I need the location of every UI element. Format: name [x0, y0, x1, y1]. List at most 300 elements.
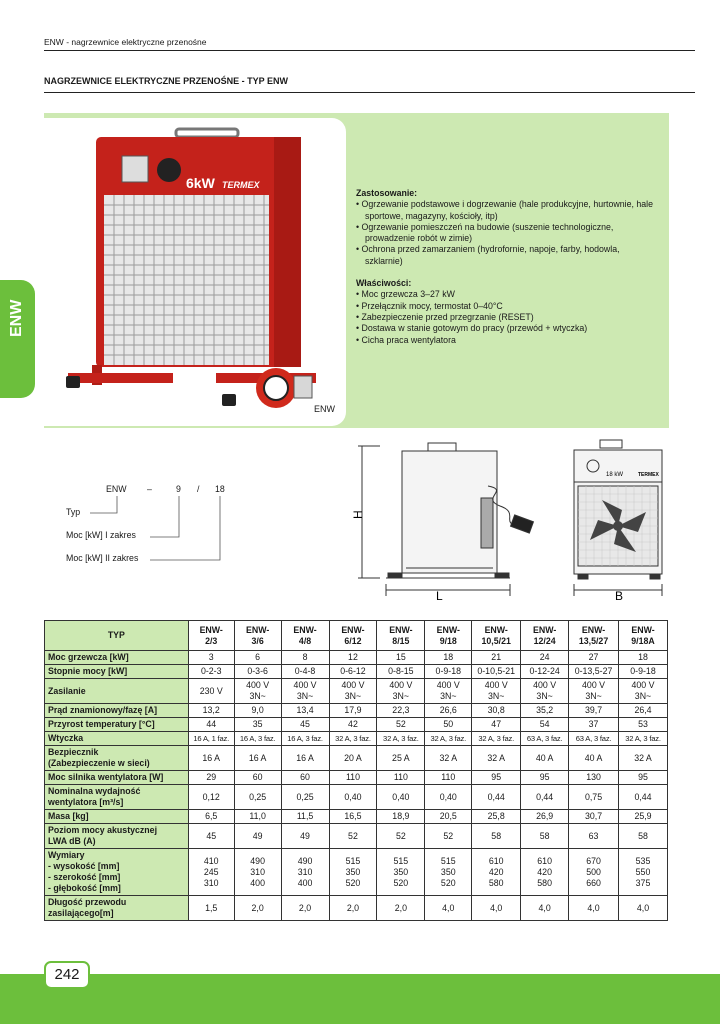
cell-line: 130 — [586, 772, 601, 782]
cell-line: 0,40 — [439, 791, 457, 802]
cell-line: 52 — [395, 719, 406, 729]
usage-title: Zastosowanie: — [356, 188, 418, 198]
cell-line: 3 — [208, 652, 214, 662]
cell-line: 350 — [393, 866, 409, 877]
cell-line: 400 V — [293, 680, 317, 690]
table-cell — [521, 732, 569, 746]
table-cell — [281, 665, 329, 679]
cell-line: 3N~ — [585, 691, 602, 701]
cell-line: 60 — [300, 772, 310, 782]
table-cell — [425, 785, 472, 810]
cell-line: 17,9 — [344, 705, 362, 715]
model-header — [377, 621, 425, 651]
model-header-line: 8/15 — [392, 635, 410, 646]
table-cell — [569, 896, 619, 921]
table-cell — [188, 732, 234, 746]
table-cell — [521, 651, 569, 665]
cell-line: 2,0 — [251, 902, 264, 913]
table-cell — [472, 704, 521, 718]
model-header-line: 2/3 — [205, 635, 218, 646]
running-header: ENW - nagrzewnice elektryczne przenośne — [44, 37, 207, 47]
table-header-row — [45, 621, 668, 651]
cell-line: 610 — [488, 855, 504, 866]
row-label-line: Wymiary — [48, 850, 85, 860]
front-label: 18 kW — [606, 472, 624, 478]
cell-line: 25 A — [392, 752, 410, 763]
cell-line: 0,40 — [344, 791, 362, 802]
photo-badge: 6kW — [186, 175, 215, 191]
table-cell — [377, 718, 425, 732]
table-cell — [619, 771, 668, 785]
table-cell — [188, 849, 234, 896]
table-cell — [188, 785, 234, 810]
cell-line: 375 — [635, 877, 651, 888]
cell-line: 550 — [635, 866, 651, 877]
row-label — [45, 746, 189, 771]
cell-line: 32 A, 3 faz. — [625, 734, 661, 743]
row-label — [45, 732, 189, 746]
table-cell — [425, 718, 472, 732]
footer-band — [0, 974, 720, 1024]
dim-b-label: B — [615, 589, 624, 603]
cell-line: 670 — [586, 855, 601, 866]
cell-line: 500 — [586, 866, 601, 877]
cell-line: 6,5 — [205, 811, 218, 821]
cell-line: 49 — [252, 830, 263, 841]
cell-line: 110 — [393, 772, 408, 782]
row-label — [45, 896, 189, 921]
table-cell — [281, 746, 329, 771]
table-cell — [619, 746, 668, 771]
table-cell — [329, 771, 377, 785]
cell-line: 4,0 — [636, 902, 650, 913]
table-cell — [234, 785, 281, 810]
cell-line: 16,5 — [344, 811, 362, 821]
cell-line: 6 — [255, 652, 261, 662]
table-cell — [521, 810, 569, 824]
cell-line: 16 A — [202, 752, 221, 763]
table-cell — [329, 665, 377, 679]
cell-line: 58 — [638, 830, 648, 841]
cell-line: 29 — [206, 772, 217, 782]
table-cell — [425, 896, 472, 921]
row-label-line: Przyrost temperatury [°C] — [48, 719, 155, 729]
cell-line: 3N~ — [296, 691, 314, 701]
model-header-line: ENW- — [245, 624, 270, 635]
table-row — [45, 704, 668, 718]
table-cell — [377, 810, 425, 824]
cell-line: 515 — [345, 855, 361, 866]
table-cell — [619, 704, 668, 718]
dimension-drawing — [350, 438, 670, 608]
table-cell — [472, 732, 521, 746]
cell-line: 35 — [252, 719, 263, 729]
cell-line: 27 — [588, 652, 599, 662]
model-header-line: ENW- — [581, 624, 606, 635]
table-cell — [377, 824, 425, 849]
table-cell — [281, 704, 329, 718]
cell-line: 3N~ — [344, 691, 362, 701]
table-cell — [188, 718, 234, 732]
cell-line: 0-2-3 — [200, 666, 222, 676]
table-cell — [234, 849, 281, 896]
cell-line: 22,3 — [392, 705, 410, 715]
section-title: NAGRZEWNICE ELEKTRYCZNE PRZENOŚNE - TYP ENW — [44, 76, 289, 86]
table-cell — [425, 746, 472, 771]
table-cell — [569, 771, 619, 785]
cell-line: 3N~ — [488, 691, 505, 701]
code-label-range1: Moc [kW] I zakres — [66, 530, 136, 540]
code-label-range2: Moc [kW] II zakres — [66, 553, 139, 563]
row-label-line: - wysokość [mm] — [48, 861, 120, 871]
cell-line: 350 — [345, 866, 361, 877]
cell-line: 11,0 — [249, 811, 266, 821]
row-label-line: Długość przewodu — [48, 897, 127, 907]
model-header-line: 10,5/21 — [481, 635, 511, 646]
table-cell — [425, 732, 472, 746]
table-cell — [472, 849, 521, 896]
row-label — [45, 824, 189, 849]
cell-line: 18 — [443, 652, 454, 662]
row-label-line: wentylatora [m³/s] — [48, 797, 124, 807]
table-cell — [472, 810, 521, 824]
cell-line: 32 A, 3 faz. — [478, 734, 514, 743]
table-cell — [281, 718, 329, 732]
cell-line: 420 — [537, 866, 552, 877]
row-label-line: Moc grzewcza [kW] — [48, 652, 129, 662]
cell-line: 47 — [491, 719, 502, 729]
cell-line: 20 A — [344, 752, 362, 763]
cell-line: 0-12-24 — [529, 666, 560, 676]
table-row — [45, 785, 668, 810]
cell-line: 58 — [491, 830, 502, 841]
row-label-line: - szerokość [mm] — [48, 872, 121, 882]
table-row — [45, 746, 668, 771]
cell-line: 95 — [638, 772, 648, 782]
table-cell — [569, 849, 619, 896]
table-cell — [281, 679, 329, 704]
model-header-line: ENW- — [532, 624, 557, 635]
cell-line: 4,0 — [442, 902, 455, 913]
table-cell — [234, 665, 281, 679]
cell-line: 12 — [348, 652, 358, 662]
cell-line: 515 — [440, 855, 456, 866]
cell-line: 26,9 — [536, 811, 554, 821]
cell-line: 45 — [300, 719, 310, 729]
table-cell — [472, 771, 521, 785]
cell-line: 400 V — [631, 680, 655, 690]
table-cell — [377, 896, 425, 921]
table-cell — [281, 651, 329, 665]
table-cell — [281, 732, 329, 746]
cell-line: 52 — [443, 830, 454, 841]
row-label-line: Masa [kg] — [48, 811, 89, 821]
table-cell — [569, 704, 619, 718]
row-label-line: Wtyczka — [48, 733, 84, 743]
cell-line: 30,7 — [584, 811, 603, 821]
table-cell — [619, 896, 668, 921]
table-cell — [521, 704, 569, 718]
table-row — [45, 732, 668, 746]
table-row — [45, 810, 668, 824]
table-cell — [377, 849, 425, 896]
cell-line: 310 — [203, 877, 219, 888]
code-part-type: ENW — [106, 484, 127, 494]
row-label-line: (Zabezpieczenie w sieci) — [48, 758, 150, 768]
table-cell — [329, 746, 377, 771]
list-item: • Ochrona przed zamarzaniem (hydrofornie, napoje, farby, hodowla, szklarnie) — [356, 244, 656, 267]
table-cell — [188, 746, 234, 771]
table-cell — [472, 651, 521, 665]
cell-line: 20,5 — [439, 811, 457, 821]
cell-line: 40 A — [535, 752, 554, 763]
model-header — [521, 621, 569, 651]
table-cell — [329, 651, 377, 665]
cell-line: 25,9 — [634, 811, 652, 821]
cell-line: 420 — [488, 866, 504, 877]
cell-line: 490 — [297, 855, 313, 866]
cell-line: 16 A, 1 faz. — [193, 734, 230, 743]
model-header-line: 6/12 — [344, 635, 362, 646]
table-cell — [188, 665, 234, 679]
cell-line: 16 A, 3 faz. — [239, 734, 276, 743]
cell-line: 2,0 — [298, 902, 312, 913]
model-header-line: ENW- — [484, 624, 508, 635]
cell-line: 1,5 — [205, 902, 218, 913]
table-cell — [234, 651, 281, 665]
model-header-line: ENW- — [389, 624, 413, 635]
table-cell — [521, 718, 569, 732]
table-cell — [188, 896, 234, 921]
table-cell — [425, 665, 472, 679]
table-cell — [619, 651, 668, 665]
list-item: • Zabezpieczenie przed przegrzanie (RESET) — [356, 312, 656, 323]
table-cell — [234, 746, 281, 771]
code-part-range1: 9 — [176, 484, 181, 494]
side-tab-label: ENW — [8, 299, 25, 337]
cell-line: 0,25 — [296, 791, 314, 802]
table-cell — [472, 896, 521, 921]
cell-line: 310 — [250, 866, 265, 877]
cell-line: 4,0 — [490, 902, 503, 913]
cell-line: 32 A, 3 faz. — [430, 734, 467, 743]
table-cell — [281, 785, 329, 810]
table-cell — [234, 824, 281, 849]
row-label — [45, 665, 189, 679]
dim-h-label: H — [351, 510, 365, 519]
row-label-line: zasilającego[m] — [48, 908, 114, 918]
cell-line: 400 V — [246, 680, 270, 690]
table-cell — [521, 785, 569, 810]
cell-line: 0,75 — [584, 791, 603, 802]
model-header — [188, 621, 234, 651]
cell-line: 42 — [348, 719, 358, 729]
table-cell — [521, 849, 569, 896]
row-label-line: Zasilanie — [48, 685, 86, 696]
model-header-line: ENW- — [293, 624, 317, 635]
cell-line: 0-9-18 — [435, 666, 461, 676]
cell-line: 0,12 — [202, 791, 220, 802]
cell-line: 400 V — [341, 680, 365, 690]
table-cell — [425, 849, 472, 896]
table-cell — [234, 704, 281, 718]
code-label-type: Typ — [66, 507, 81, 517]
cell-line: 32 A, 3 faz. — [383, 734, 419, 743]
table-row — [45, 718, 668, 732]
cell-line: 32 A — [487, 752, 506, 763]
cell-line: 490 — [250, 855, 265, 866]
cell-line: 350 — [440, 866, 456, 877]
row-label — [45, 810, 189, 824]
cell-line: 15 — [395, 652, 406, 662]
table-cell — [377, 771, 425, 785]
cell-line: 230 V — [199, 685, 223, 696]
cell-line: 32 A — [439, 752, 458, 763]
table-cell — [281, 896, 329, 921]
list-item: • Dostawa w stanie gotowym do pracy (przewód + wtyczka) — [356, 323, 656, 334]
cell-line: 50 — [443, 719, 454, 729]
table-row — [45, 665, 668, 679]
cell-line: 9,0 — [251, 705, 264, 715]
table-cell — [619, 785, 668, 810]
cell-line: 13,2 — [202, 705, 220, 715]
table-cell — [521, 771, 569, 785]
list-item: • Cicha praca wentylatora — [356, 335, 656, 346]
photo-label: ENW — [314, 404, 335, 414]
table-cell — [281, 824, 329, 849]
table-cell — [188, 810, 234, 824]
row-label — [45, 849, 189, 896]
row-label — [45, 679, 189, 704]
table-cell — [569, 679, 619, 704]
row-label-line: Poziom mocy akustycznej — [48, 825, 158, 835]
table-cell — [329, 810, 377, 824]
table-cell — [234, 732, 281, 746]
cell-line: 52 — [395, 830, 406, 841]
cell-line: 520 — [393, 877, 409, 888]
cell-line: 520 — [440, 877, 456, 888]
cell-line: 310 — [297, 866, 313, 877]
cell-line: 60 — [252, 772, 263, 782]
cell-line: 245 — [203, 866, 219, 877]
cell-line: 0,44 — [536, 791, 554, 802]
cell-line: 16 A — [248, 752, 267, 763]
cell-line: 520 — [345, 877, 361, 888]
photo-brand: TERMEX — [222, 180, 260, 190]
table-header-type: TYP — [45, 621, 189, 651]
model-header-line: ENW- — [631, 624, 655, 635]
cell-line: 0,44 — [634, 791, 652, 802]
model-header-line: 9/18 — [439, 635, 457, 646]
table-cell — [329, 785, 377, 810]
list-item: • Moc grzewcza 3–27 kW — [356, 289, 656, 300]
table-cell — [281, 849, 329, 896]
table-cell — [472, 785, 521, 810]
table-cell — [521, 746, 569, 771]
table-cell — [521, 665, 569, 679]
cell-line: 4,0 — [587, 902, 600, 913]
cell-line: 21 — [491, 652, 502, 662]
table-cell — [472, 746, 521, 771]
model-header-line: 3/6 — [251, 635, 264, 646]
cell-line: 580 — [488, 877, 504, 888]
table-cell — [569, 732, 619, 746]
cell-line: 63 A, 3 faz. — [526, 734, 563, 743]
cell-line: 3N~ — [392, 691, 410, 701]
model-header — [281, 621, 329, 651]
cell-line: 25,8 — [487, 811, 505, 821]
spec-table — [44, 620, 668, 921]
model-header — [234, 621, 281, 651]
table-cell — [425, 824, 472, 849]
table-cell — [619, 665, 668, 679]
cell-line: 0-4-8 — [294, 666, 316, 676]
table-cell — [329, 824, 377, 849]
table-cell — [619, 679, 668, 704]
cell-line: 0,25 — [249, 791, 267, 802]
table-cell — [569, 824, 619, 849]
cell-line: 400 — [297, 877, 313, 888]
table-cell — [619, 718, 668, 732]
model-header — [569, 621, 619, 651]
cell-line: 16 A — [296, 752, 314, 763]
table-cell — [188, 679, 234, 704]
table-cell — [569, 785, 619, 810]
row-label-line: - głębokość [mm] — [48, 883, 121, 893]
table-cell — [377, 651, 425, 665]
cell-line: 63 A, 3 faz. — [575, 734, 612, 743]
cell-line: 400 V — [533, 680, 557, 690]
code-part-dash: – — [147, 484, 152, 494]
table-cell — [521, 824, 569, 849]
cell-line: 0-13,5-27 — [574, 666, 613, 676]
model-header-line: 12/24 — [533, 635, 556, 646]
cell-line: 53 — [638, 719, 648, 729]
row-label-line: Nominalna wydajność — [48, 786, 141, 796]
table-cell — [425, 679, 472, 704]
row-label-line: LWA dB (A) — [48, 836, 96, 846]
props-title: Właściwości: — [356, 278, 412, 289]
model-header — [329, 621, 377, 651]
table-cell — [377, 704, 425, 718]
cell-line: 2,0 — [394, 902, 407, 913]
cell-line: 26,4 — [634, 705, 652, 715]
table-cell — [329, 732, 377, 746]
table-cell — [521, 679, 569, 704]
model-header-line: ENW- — [436, 624, 460, 635]
table-row — [45, 824, 668, 849]
code-part-range2: 18 — [215, 484, 225, 494]
model-header — [619, 621, 668, 651]
table-cell — [569, 746, 619, 771]
table-cell — [188, 704, 234, 718]
cell-line: 54 — [539, 719, 550, 729]
table-cell — [569, 718, 619, 732]
cell-line: 400 V — [389, 680, 413, 690]
table-cell — [188, 651, 234, 665]
table-cell — [377, 679, 425, 704]
list-item: • Ogrzewanie pomieszczeń na budowie (suszenie technologiczne, prowadzenie robót w zimie) — [356, 222, 656, 245]
table-cell — [569, 651, 619, 665]
cell-line: 49 — [300, 830, 310, 841]
cell-line: 2,0 — [346, 902, 360, 913]
model-header-line: 4/8 — [298, 635, 312, 646]
table-cell — [234, 896, 281, 921]
table-cell — [619, 824, 668, 849]
table-cell — [234, 718, 281, 732]
cell-line: 660 — [586, 877, 601, 888]
row-label — [45, 704, 189, 718]
